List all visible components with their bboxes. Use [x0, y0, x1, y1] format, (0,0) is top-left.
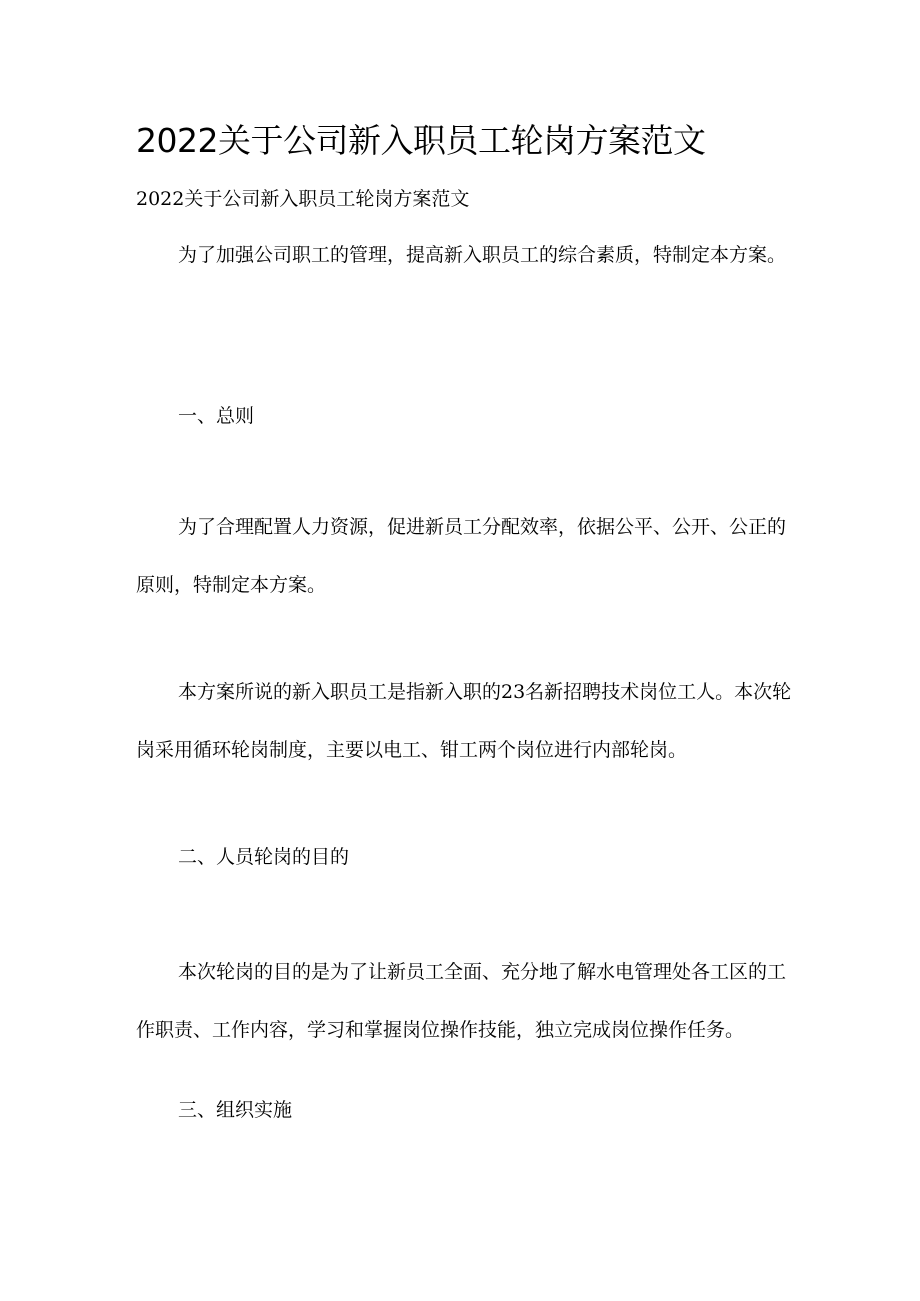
general-paragraph-scope: 本方案所说的新入职员工是指新入职的23名新招聘技术岗位工人。本次轮岗采用循环轮岗制度，主要以电工、钳工两个岗位进行内部轮岗。	[136, 681, 792, 761]
section-heading-general: 一、总则	[178, 405, 255, 427]
intro-paragraph: 为了加强公司职工的管理，提高新入职员工的综合素质，特制定本方案。	[178, 244, 787, 266]
section-heading-purpose: 二、人员轮岗的目的	[178, 846, 350, 868]
section-heading-implementation: 三、组织实施	[178, 1099, 293, 1121]
document-subtitle: 2022关于公司新入职员工轮岗方案范文	[136, 188, 470, 210]
purpose-paragraph: 本次轮岗的目的是为了让新员工全面、充分地了解水电管理处各工区的工作职责、工作内容，学习和掌握岗位操作技能，独立完成岗位操作任务。	[136, 961, 787, 1041]
general-paragraph-principles: 为了合理配置人力资源，促进新员工分配效率，依据公平、公开、公正的原则，特制定本方案。	[136, 516, 787, 596]
document-title: 2022关于公司新入职员工轮岗方案范文	[136, 121, 706, 160]
